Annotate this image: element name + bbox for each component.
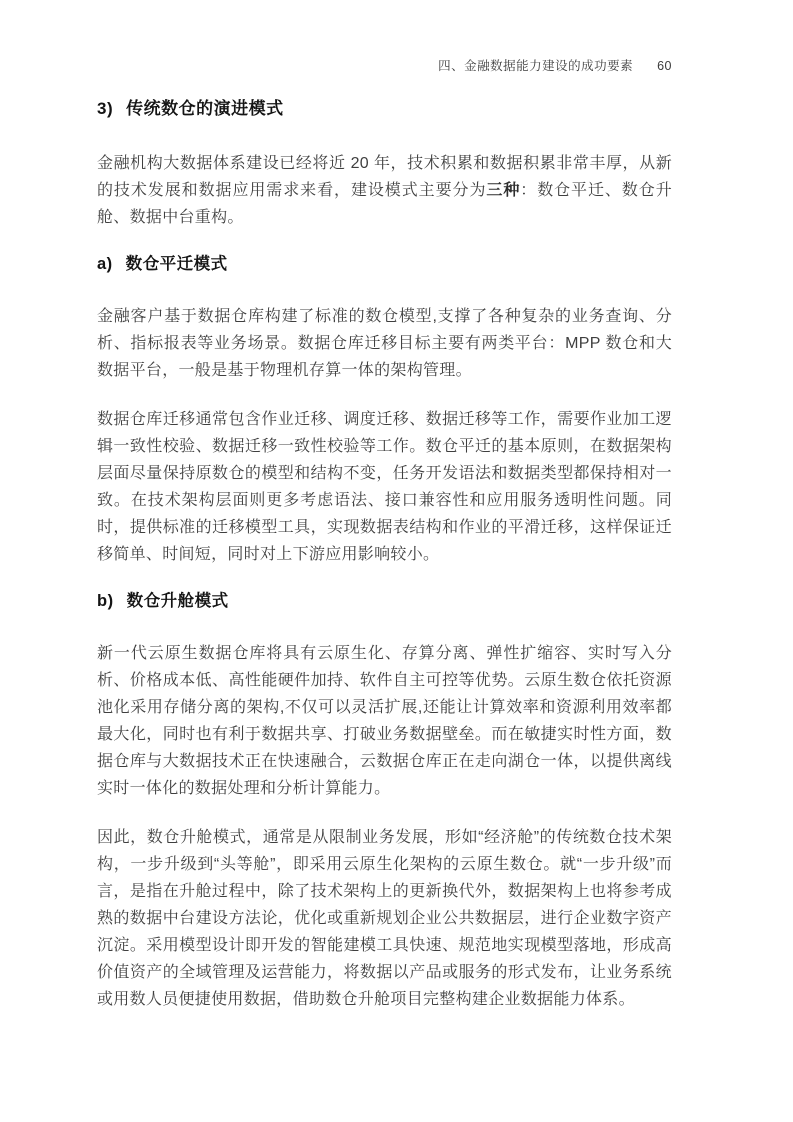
heading-warehouse-migration-mode [97,253,672,275]
intro-bold-term: 三种 [486,182,521,199]
running-head-title: 四、金融数据能力建设的成功要素 [438,59,634,73]
heading-title-text: 传统数仓的演进模式 [126,99,284,118]
heading-number: 3) [97,99,114,118]
paragraph-cloud-native-warehouse: 新一代云原生数据仓库将具有云原生化、存算分离、弹性扩缩容、实时写入分析、价格成本低、高性能硬件加持、软件自主可控等优势。云原生数仓依托资源池化采用存储分离的架构,不仅可以灵活扩展,还能让计算效率和资源利用效率都最大化，同时也有利于数据共享、打破业务数据壁垒。而在敏捷实时性方面，数据仓库与大数据技术正在快速融合，云数据仓库正在走向湖仓一体，以提供离线实时一体化的数据处理和分析计算能力。 [97,645,672,797]
heading-warehouse-evolution-modes [97,98,672,120]
paragraph-migration-overview: 金融客户基于数据仓库构建了标准的数仓模型,支撑了各种复杂的业务查询、分析、指标报表等业务场景。数据仓库迁移目标主要有两类平台：MPP 数仓和大数据平台，一般是基于物理机存算一体的架构管理。 [97,308,672,379]
intro-text-before: 金融机构大数据体系建设已经将近 20 年，技术积累和数据积累非常丰厚，从新的技术发展和数据应用需求来看，建设模式主要分为 [97,155,672,199]
paragraph-migration-principles: 数据仓库迁移通常包含作业迁移、调度迁移、数据迁移等工作，需要作业加工逻辑一致性校验、数据迁移一致性校验等工作。数仓平迁的基本原则，在数据架构层面尽量保持原数仓的模型和结构不变，任务开发语法和数据类型都保持相对一致。在技术架构层面则更多考虑语法、接口兼容性和应用服务透明性问题。同时，提供标准的迁移模型工具，实现数据表结构和作业的平滑迁移，这样保证迁移简单、时间短，同时对上下游应用影响较小。 [97,411,672,563]
page-header [97,58,672,74]
subheading-a-number: a) [97,255,113,273]
page-number: 60 [657,59,672,73]
heading-warehouse-upgrade-mode [97,590,672,612]
subheading-a-text: 数仓平迁模式 [125,255,228,273]
paragraph-upgrade-cabin-detail: 因此，数仓升舱模式，通常是从限制业务发展，形如“经济舱”的传统数仓技术架构，一步升级到“头等舱”，即采用云原生化架构的云原生数仓。就“一步升级”而言，是指在升舱过程中，除了技术架构上的更新换代外，数据架构上也将参考成熟的数据中台建设方法论，优化或重新规划企业公共数据层，进行企业数字资产沉淀。采用模型设计即开发的智能建模工具快速、规范地实现模型落地，形成高价值资产的全域管理及运营能力，将数据以产品或服务的形式发布，让业务系统或用数人员便捷使用数据，借助数仓升舱项目完整构建企业数据能力体系。 [97,829,672,1008]
intro-text-after: ：数仓平迁、数仓升舱、数据中台重构。 [97,182,673,226]
paragraph-intro [97,150,672,231]
subheading-b-text: 数仓升舱模式 [126,592,229,610]
subheading-b-number: b) [97,592,114,610]
